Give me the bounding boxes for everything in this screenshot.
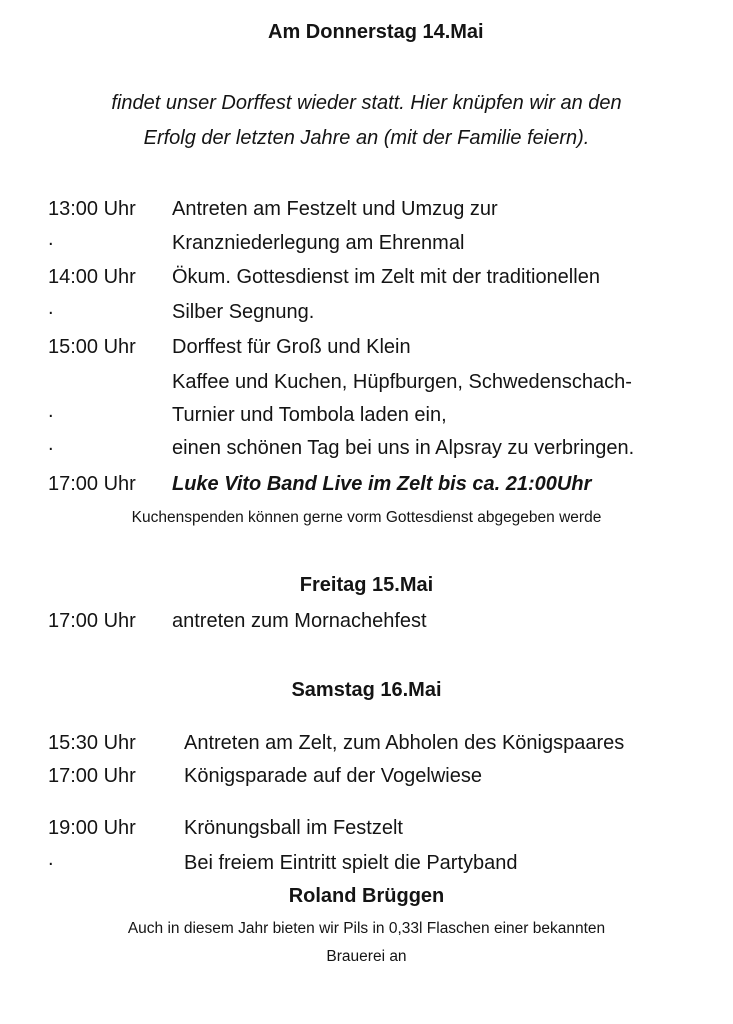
intro-line-1: findet unser Dorffest wieder statt. Hier knüpfen wir an den bbox=[111, 92, 622, 114]
dot-marker: . bbox=[48, 228, 54, 250]
schedule-text: Bei freiem Eintritt spielt die Partyband bbox=[184, 852, 518, 874]
schedule-text: Dorffest für Groß und Klein bbox=[172, 336, 411, 358]
dot-marker: . bbox=[48, 297, 54, 319]
schedule-text: Silber Segnung. bbox=[172, 301, 315, 323]
schedule-text: Kranzniederlegung am Ehrenmal bbox=[172, 232, 465, 254]
schedule-time: 19:00 Uhr bbox=[48, 817, 136, 839]
band-highlight: Luke Vito Band Live im Zelt bis ca. 21:00Uhr bbox=[172, 473, 592, 495]
schedule-text: antreten zum Mornachehfest bbox=[172, 610, 427, 632]
schedule-time: 15:00 Uhr bbox=[48, 336, 136, 358]
schedule-text: Krönungsball im Festzelt bbox=[184, 817, 403, 839]
schedule-time: 17:00 Uhr bbox=[48, 765, 136, 787]
schedule-text: Antreten am Zelt, zum Abholen des Königspaares bbox=[184, 732, 625, 754]
cake-donation-note: Kuchenspenden können gerne vorm Gottesdienst abgegeben werde bbox=[131, 509, 602, 526]
beer-note-line-1: Auch in diesem Jahr bieten wir Pils in 0,33l Flaschen einer bekannten bbox=[127, 920, 606, 937]
dot-marker: . bbox=[48, 848, 54, 870]
schedule-text: Kaffee und Kuchen, Hüpfburgen, Schwedenschach- bbox=[172, 371, 632, 393]
dot-marker: . bbox=[48, 400, 54, 422]
heading-saturday: Samstag 16.Mai bbox=[291, 679, 442, 701]
schedule-text: Ökum. Gottesdienst im Zelt mit der traditionellen bbox=[172, 266, 600, 288]
schedule-time: 14:00 Uhr bbox=[48, 266, 136, 288]
schedule-time: 17:00 Uhr bbox=[48, 610, 136, 632]
intro-line-2: Erfolg der letzten Jahre an (mit der Familie feiern). bbox=[143, 127, 590, 149]
schedule-time: 17:00 Uhr bbox=[48, 473, 136, 495]
schedule-time: 13:00 Uhr bbox=[48, 198, 136, 220]
dot-marker: . bbox=[48, 433, 54, 455]
schedule-text: einen schönen Tag bei uns in Alpsray zu verbringen. bbox=[172, 437, 635, 459]
schedule-time: 15:30 Uhr bbox=[48, 732, 136, 754]
beer-note-line-2: Brauerei an bbox=[326, 948, 407, 965]
heading-friday: Freitag 15.Mai bbox=[299, 574, 434, 596]
band-name: Roland Brüggen bbox=[288, 885, 445, 907]
schedule-text: Antreten am Festzelt und Umzug zur bbox=[172, 198, 498, 220]
heading-thursday: Am Donnerstag 14.Mai bbox=[268, 21, 484, 43]
schedule-text: Turnier und Tombola laden ein, bbox=[172, 404, 447, 426]
schedule-text: Königsparade auf der Vogelwiese bbox=[184, 765, 482, 787]
